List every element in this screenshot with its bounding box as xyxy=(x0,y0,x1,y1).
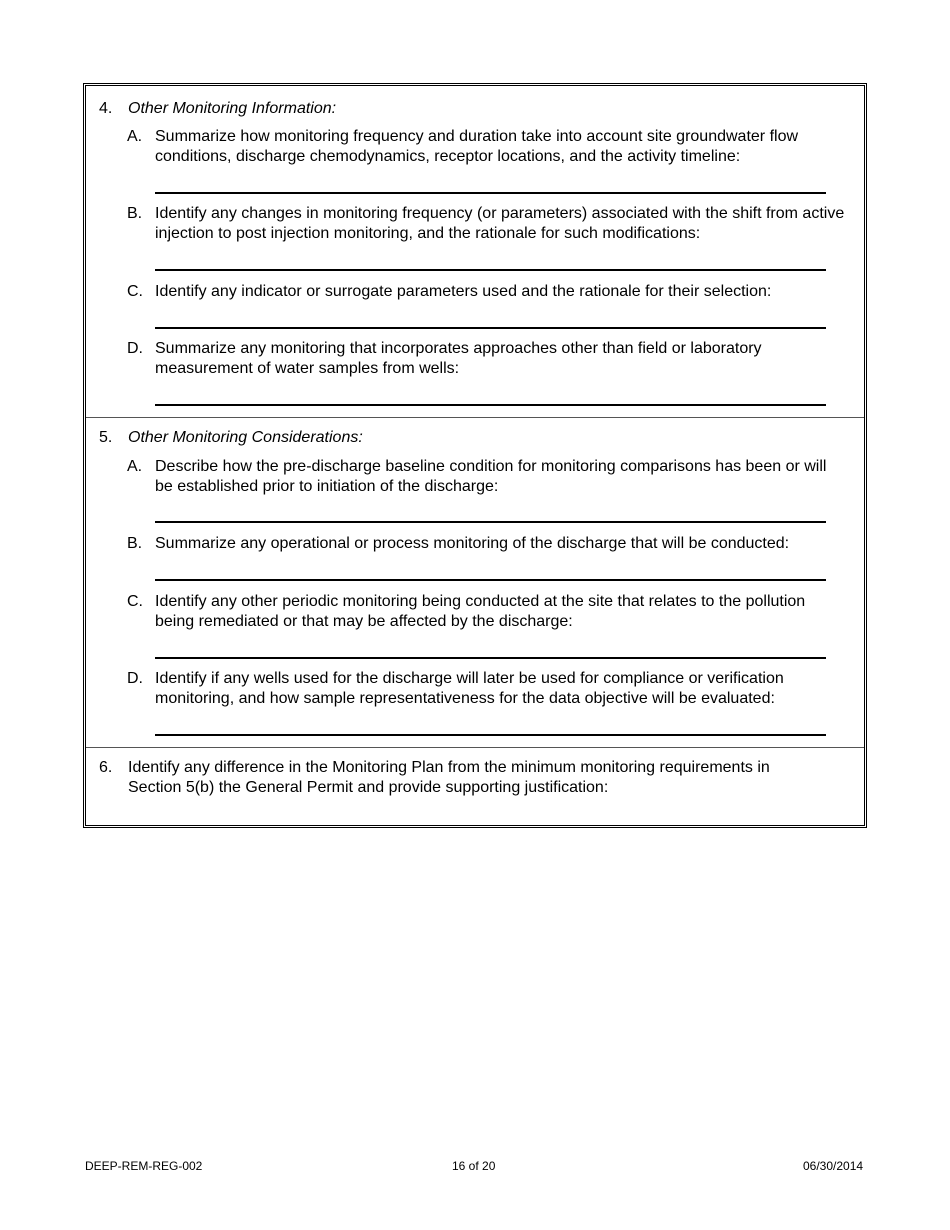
item-letter: D. xyxy=(127,670,143,687)
answer-line-4d[interactable] xyxy=(155,404,826,406)
answer-line-5c[interactable] xyxy=(155,657,826,659)
section-title: Other Monitoring Information: xyxy=(128,100,337,117)
footer-page-number: 16 of 20 xyxy=(452,1159,496,1173)
item-text: Summarize any monitoring that incorporates approaches other than field or laboratory measurement of water samples from wells: xyxy=(155,340,762,377)
answer-line-4c[interactable] xyxy=(155,327,826,329)
section-title: Other Monitoring Considerations: xyxy=(128,429,363,446)
item-letter: A. xyxy=(127,458,143,475)
item-text: Describe how the pre-discharge baseline condition for monitoring comparisons has been or will be established prior to initiation of the discharge: xyxy=(155,458,827,495)
question-5b xyxy=(127,534,848,554)
question-4d xyxy=(127,339,848,379)
item-text: Identify if any wells used for the discharge will later be used for compliance or verification monitoring, and how sample representativeness for the data objective will be evaluated: xyxy=(155,670,784,707)
answer-line-5d[interactable] xyxy=(155,734,826,736)
item-text: Identify any changes in monitoring frequency (or parameters) associated with the shift from active injection to post injection monitoring, and the rationale for such modifications: xyxy=(155,205,845,242)
item-text: Identify any other periodic monitoring being conducted at the site that relates to the pollution being remediated or that may be affected by the discharge: xyxy=(155,593,806,630)
question-5c xyxy=(127,592,848,632)
section-6-heading xyxy=(99,758,818,798)
item-letter: B. xyxy=(127,205,143,222)
item-letter: C. xyxy=(127,283,143,300)
question-4b xyxy=(127,204,848,244)
question-5a xyxy=(127,457,848,497)
item-letter: A. xyxy=(127,128,143,145)
section-6 xyxy=(86,748,864,825)
section-5-heading xyxy=(99,428,363,448)
footer-date: 06/30/2014 xyxy=(803,1159,864,1173)
answer-line-5a[interactable] xyxy=(155,521,826,523)
footer-form-id: DEEP-REM-REG-002 xyxy=(85,1159,203,1173)
item-text: Identify any indicator or surrogate parameters used and the rationale for their selection: xyxy=(155,283,772,300)
item-letter: C. xyxy=(127,593,143,610)
item-text: Summarize how monitoring frequency and duration take into account site groundwater flow conditions, discharge chemodynamics, receptor locations, and the activity timeline: xyxy=(155,128,799,165)
section-number: 5. xyxy=(99,429,113,446)
question-4c xyxy=(127,282,848,302)
item-letter: B. xyxy=(127,535,143,552)
question-5d xyxy=(127,669,848,709)
item-letter: D. xyxy=(127,340,143,357)
section-text: Identify any difference in the Monitoring Plan from the minimum monitoring requirements in Section 5(b) the General Permit and provide supporting justification: xyxy=(128,759,770,796)
answer-line-4a[interactable] xyxy=(155,192,826,194)
section-5 xyxy=(86,418,864,748)
section-4-heading xyxy=(99,99,336,119)
question-4a xyxy=(127,127,848,167)
section-number: 6. xyxy=(99,759,113,776)
section-4 xyxy=(86,86,864,418)
item-text: Summarize any operational or process monitoring of the discharge that will be conducted: xyxy=(155,535,790,552)
answer-line-5b[interactable] xyxy=(155,579,826,581)
section-number: 4. xyxy=(99,100,113,117)
answer-line-4b[interactable] xyxy=(155,269,826,271)
form-box xyxy=(83,83,867,828)
